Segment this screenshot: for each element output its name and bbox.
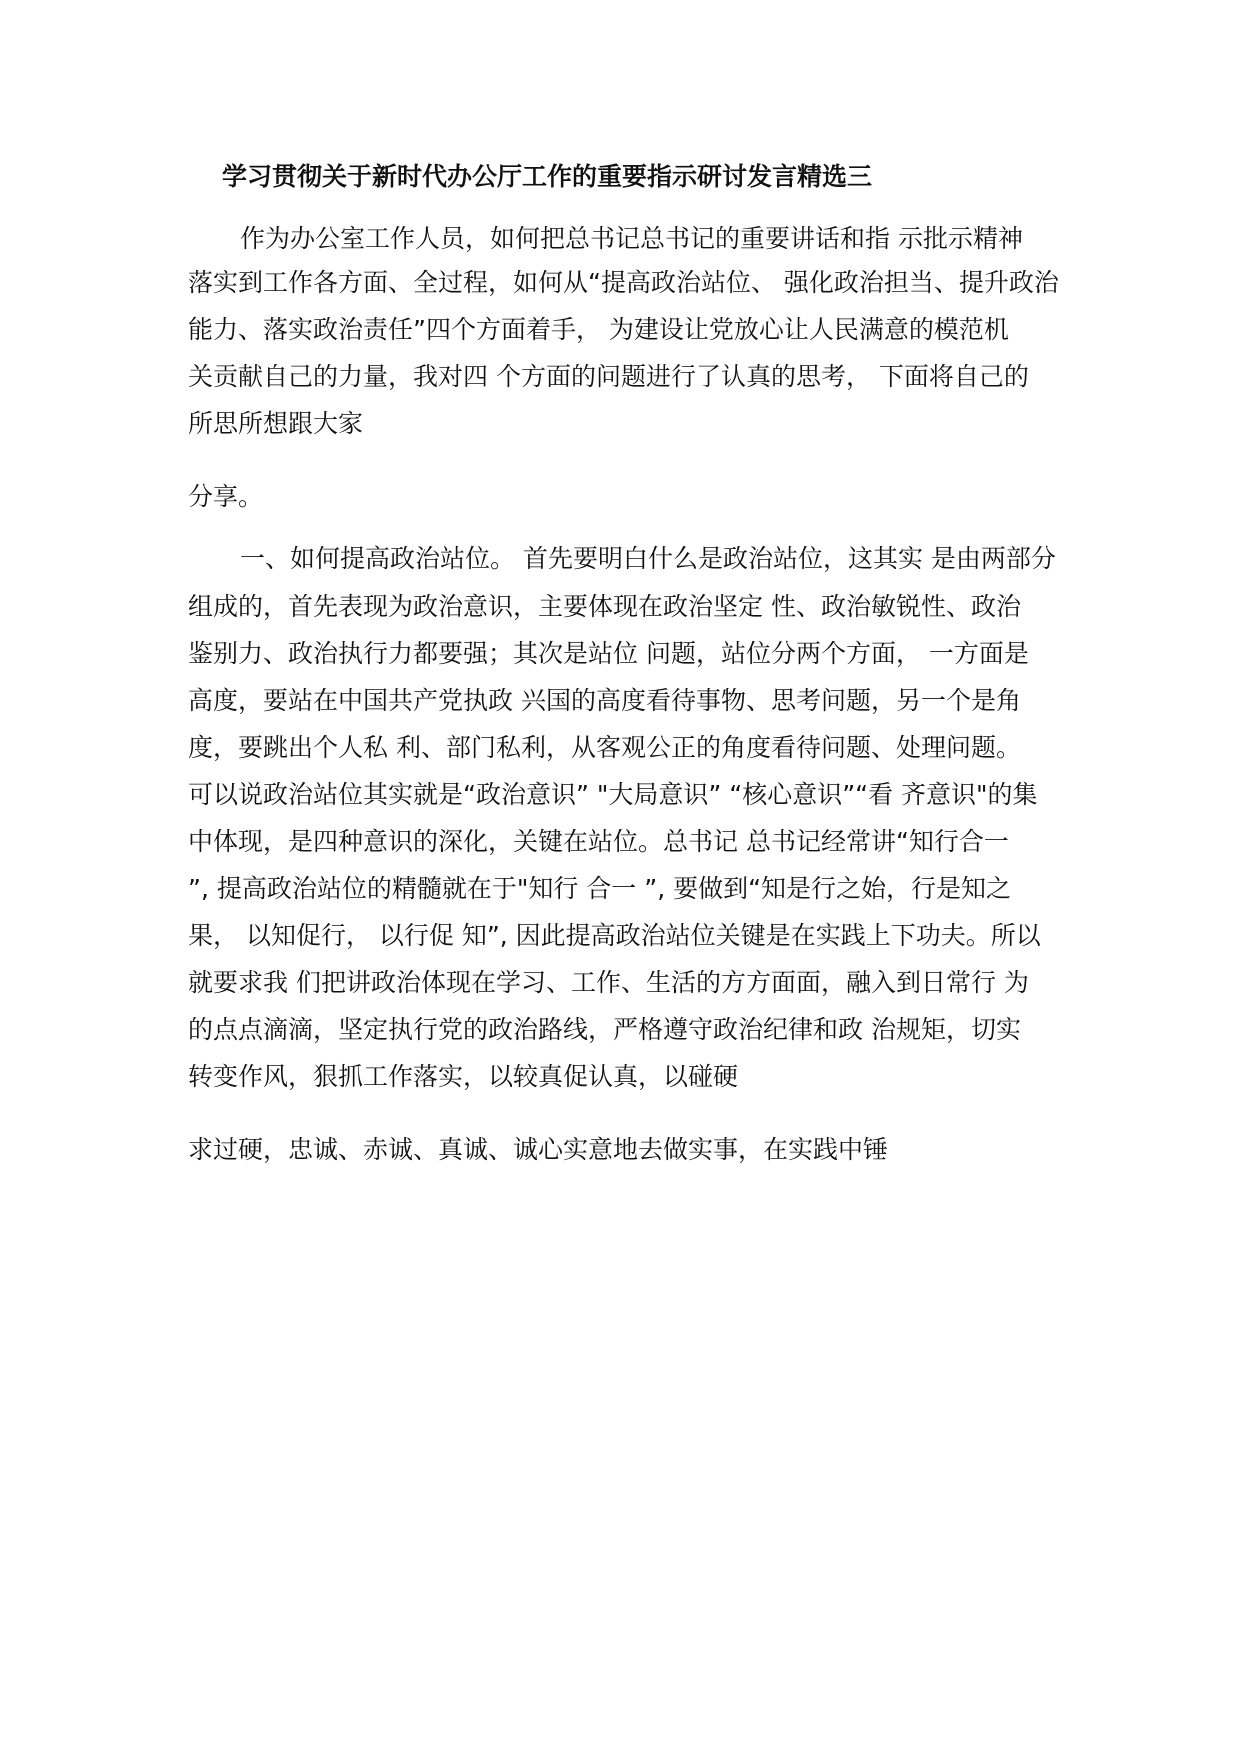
paragraph-line: 鉴别力、政治执行力都要强；其次是站位 问题，站位分两个方面， 一方面是 <box>188 639 1029 668</box>
paragraph-line: 转变作风，狠抓工作落实，以较真促认真，以碰硬 <box>188 1062 739 1091</box>
paragraph-line: 的点点滴滴，坚定执行党的政治路线，严格遵守政治纪律和政 治规矩，切实 <box>188 1015 1021 1044</box>
paragraph-line: ”, 提高政治站位的精髓就在于"知行 合一 ”, 要做到“知是行之始，行是知之 <box>188 874 1012 903</box>
paragraph-line: 分享。 <box>188 482 264 511</box>
paragraph-line: 能力、落实政治责任”四个方面着手， 为建设让党放心让人民满意的模范机 <box>188 315 1009 344</box>
paragraph-line: 就要求我 们把讲政治体现在学习、工作、生活的方方面面，融入到日常行 为 <box>188 968 1029 997</box>
paragraph-line: 求过硬，忠诚、赤诚、真诚、诚心实意地去做实事，在实践中锤 <box>188 1135 889 1164</box>
document-title: 学习贯彻关于新时代办公厅工作的重要指示研讨发言精选三 <box>222 162 873 191</box>
paragraph-line: 所思所想跟大家 <box>188 409 364 438</box>
paragraph-line: 度，要跳出个人私 利、部门私利，从客观公正的角度看待问题、处理问题。 <box>188 733 1021 762</box>
paragraph-line: 落实到工作各方面、全过程，如何从“提高政治站位、 强化政治担当、提升政治 <box>188 268 1059 297</box>
paragraph-line: 可以说政治站位其实就是“政治意识” "大局意识” “核心意识”“看 齐意识"的集 <box>188 780 1038 809</box>
paragraph-line: 关贡献自己的力量，我对四 个方面的问题进行了认真的思考， 下面将自己的 <box>188 362 1029 391</box>
paragraph-line: 果， 以知促行， 以行促 知”, 因此提高政治站位关键是在实践上下功夫。所以 <box>188 921 1041 950</box>
paragraph-line: 高度，要站在中国共产党执政 兴国的高度看待事物、思考问题，另一个是角 <box>188 686 1021 715</box>
paragraph-line: 一、如何提高政治站位。 首先要明白什么是政治站位，这其实 是由两部分 <box>240 544 1056 573</box>
paragraph-line: 作为办公室工作人员，如何把总书记总书记的重要讲话和指 示批示精神 <box>240 224 1023 253</box>
paragraph-line: 组成的，首先表现为政治意识，主要体现在政治坚定 性、政治敏锐性、政治 <box>188 592 1021 621</box>
paragraph-line: 中体现，是四种意识的深化，关键在站位。总书记 总书记经常讲“知行合一 <box>188 827 1009 856</box>
